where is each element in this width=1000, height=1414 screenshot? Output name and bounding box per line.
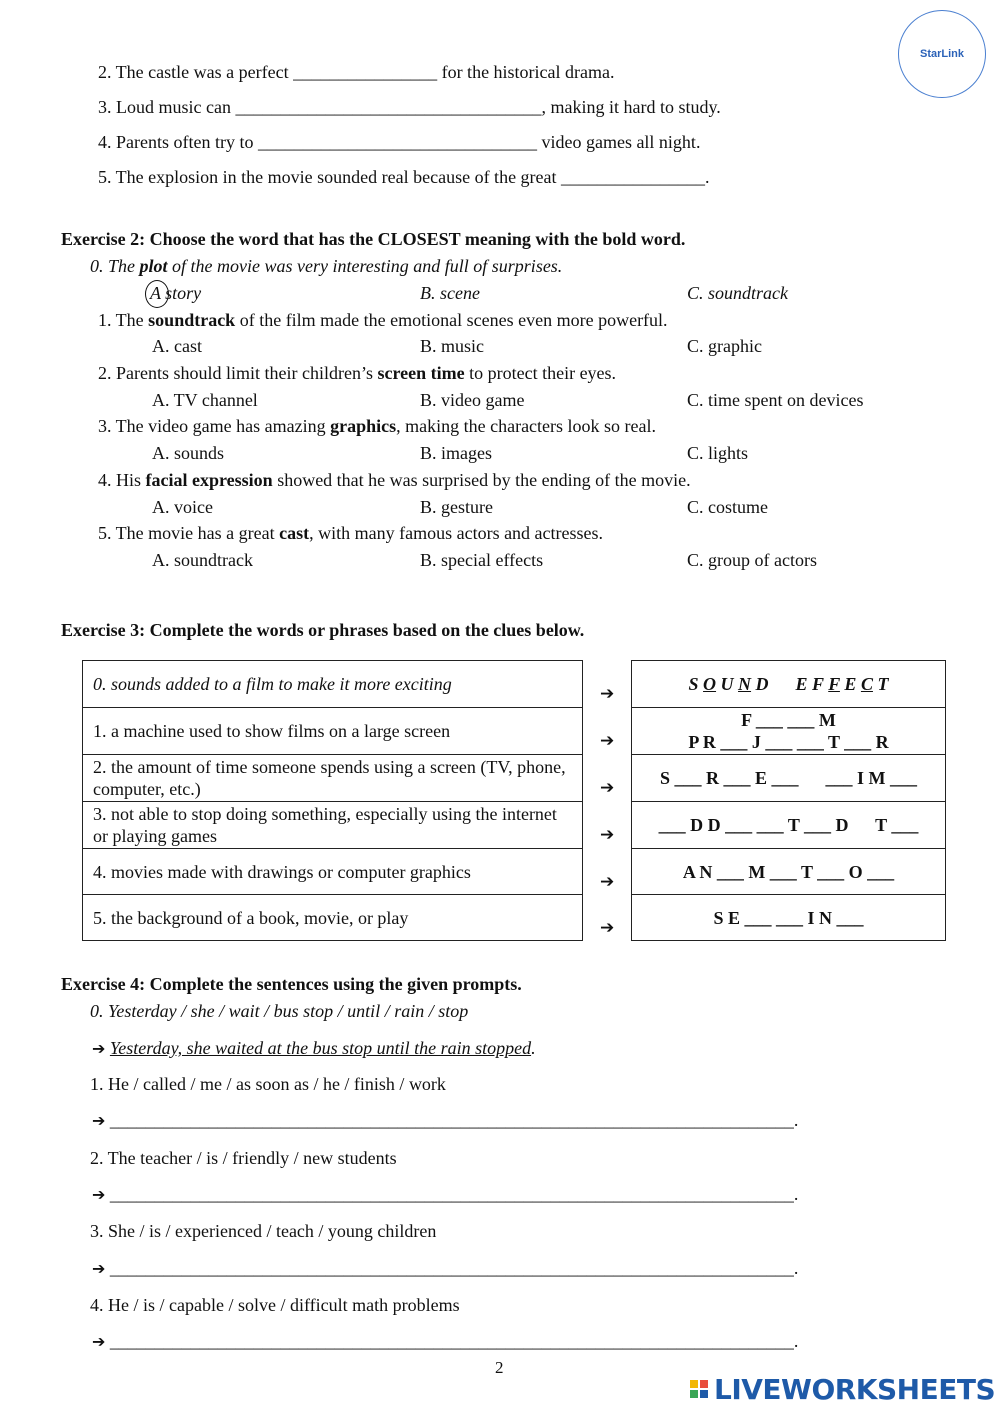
- ex2-example-option-c: C. soundtrack: [687, 283, 788, 303]
- arrow-icon: ➔: [600, 825, 615, 845]
- q4-option-a: A. voice: [152, 497, 213, 517]
- answer-3[interactable]: ___ D D ___ ___ T ___ D T ___: [632, 802, 946, 849]
- q-text: 1. The: [98, 310, 149, 330]
- answer-text: Yesterday, she waited at the bus stop until the rain stopped: [109, 1038, 532, 1058]
- ex4-answer-line-3[interactable]: [92, 1258, 798, 1279]
- ex4-example-prompt: 0. Yesterday / she / wait / bus stop / until / rain / stop: [90, 1001, 469, 1021]
- arrow-icon: ➔: [92, 1259, 106, 1278]
- liveworksheets-icon: [690, 1380, 708, 1398]
- liveworksheets-logo[interactable]: [690, 1372, 995, 1406]
- arrow-icon: ➔: [92, 1332, 106, 1351]
- letters: U: [716, 674, 739, 694]
- ex4-answer-line-4[interactable]: [92, 1331, 798, 1352]
- ex2-question-1: [98, 310, 668, 331]
- ex2-question-5: [98, 523, 603, 544]
- blank-line: ____________________________________________________________________________.: [109, 1258, 799, 1278]
- liveworksheets-text: LIVEWORKSHEETS: [714, 1372, 996, 1406]
- ex2-example-option-b: B. scene: [420, 283, 480, 303]
- q1-option-a: A. cast: [152, 336, 202, 356]
- arrow-icon: ➔: [600, 731, 615, 751]
- clue-2: 2. the amount of time someone spends using a screen (TV, phone, computer, etc.): [83, 755, 583, 802]
- q-bold-word: screen time: [377, 363, 465, 383]
- period: .: [531, 1038, 536, 1058]
- q1-option-b: B. music: [420, 336, 485, 356]
- q3-option-c: C. lights: [687, 443, 749, 463]
- letters: D E F: [751, 674, 829, 694]
- letters: S: [688, 674, 704, 694]
- blank-line: ____________________________________________________________________________.: [109, 1331, 799, 1351]
- q5-option-c: C. group of actors: [687, 550, 817, 570]
- q-bold-word: cast: [279, 523, 310, 543]
- q-text: of the movie was very interesting and full of surprises.: [167, 256, 563, 276]
- clue-3: 3. not able to stop doing something, especially using the internet or playing games: [83, 802, 583, 849]
- q3-option-b: B. images: [420, 443, 492, 463]
- blank-line: ____________________________________________________________________________.: [109, 1110, 799, 1130]
- q4-option-c: C. costume: [687, 497, 768, 517]
- answer-5[interactable]: S E ___ ___ I N ___: [632, 895, 946, 941]
- ex2-question-3: [98, 416, 656, 437]
- q2-option-a: A. TV channel: [152, 390, 258, 410]
- q-text: 5. The movie has a great: [98, 523, 280, 543]
- q-text: 3. The video game has amazing: [98, 416, 331, 436]
- answer-1-line-2: P R ___ J ___ ___ T ___ R: [688, 732, 889, 752]
- ex1-item-2: 2. The castle was a perfect ________________ for the historical drama.: [98, 62, 615, 82]
- ex2-title: Exercise 2: Choose the word that has the CLOSEST meaning with the bold word.: [61, 229, 686, 249]
- filled-letter: N: [738, 674, 752, 694]
- q2-option-b: B. video game: [420, 390, 525, 410]
- q-text: to protect their eyes.: [464, 363, 617, 383]
- logo-text: StarLink: [919, 48, 964, 60]
- answer-4[interactable]: A N ___ M ___ T ___ O ___: [632, 849, 946, 895]
- arrow-icon: ➔: [600, 778, 615, 798]
- letters: T: [872, 674, 889, 694]
- ex2-question-4: [98, 470, 691, 491]
- q-bold-word: graphics: [330, 416, 397, 436]
- q5-option-b: B. special effects: [420, 550, 544, 570]
- ex4-prompt-3: 3. She / is / experienced / teach / young children: [90, 1221, 437, 1241]
- option-text: story: [160, 283, 202, 303]
- answer-0: [632, 661, 946, 708]
- ex1-item-3: 3. Loud music can __________________________________, making it hard to study.: [98, 97, 721, 117]
- ex1-item-5: 5. The explosion in the movie sounded real because of the great ________________.: [98, 167, 710, 187]
- answer-1[interactable]: [632, 708, 946, 755]
- arrow-icon: ➔: [92, 1185, 106, 1204]
- starlink-logo: [898, 10, 986, 98]
- q-text: 0. The: [90, 256, 140, 276]
- q4-option-b: B. gesture: [420, 497, 493, 517]
- filled-letter: F: [828, 674, 840, 694]
- blank-line: ____________________________________________________________________________.: [109, 1184, 799, 1204]
- answer-2[interactable]: S ___ R ___ E ___ ___ I M ___: [632, 755, 946, 802]
- clue-5: 5. the background of a book, movie, or play: [83, 895, 583, 941]
- ex4-prompt-4: 4. He / is / capable / solve / difficult math problems: [90, 1295, 460, 1315]
- filled-letter: C: [860, 674, 873, 694]
- clue-0: 0. sounds added to a film to make it more exciting: [83, 661, 583, 708]
- option-letter: A: [150, 283, 161, 303]
- ex4-prompt-1: 1. He / called / me / as soon as / he / finish / work: [90, 1074, 446, 1094]
- arrow-icon: ➔: [600, 684, 615, 704]
- q-bold-word: plot: [139, 256, 168, 276]
- q3-option-a: A. sounds: [152, 443, 225, 463]
- ex2-example-question: [90, 256, 562, 277]
- q-bold-word: soundtrack: [148, 310, 236, 330]
- ex2-question-2: [98, 363, 616, 384]
- arrow-icon: ➔: [92, 1111, 106, 1130]
- q-bold-word: facial expression: [145, 470, 273, 490]
- clue-4: 4. movies made with drawings or computer graphics: [83, 849, 583, 895]
- q-text: 2. Parents should limit their children’s: [98, 363, 378, 383]
- page-number: 2: [495, 1358, 504, 1377]
- q-text: , making the characters look so real.: [396, 416, 657, 436]
- ex4-title: Exercise 4: Complete the sentences using the given prompts.: [61, 974, 522, 994]
- q-text: showed that he was surprised by the ending of the movie.: [272, 470, 691, 490]
- ex3-title: Exercise 3: Complete the words or phrases based on the clues below.: [61, 620, 585, 640]
- answers-table: [631, 660, 946, 941]
- arrow-icon: ➔: [92, 1039, 106, 1058]
- ex4-example-answer: [92, 1038, 536, 1059]
- q-text: , with many famous actors and actresses.: [309, 523, 604, 543]
- clues-table: [82, 660, 583, 941]
- ex4-answer-line-1[interactable]: [92, 1110, 798, 1131]
- ex1-item-4: 4. Parents often try to _______________________________ video games all night.: [98, 132, 701, 152]
- q-text: 4. His: [98, 470, 146, 490]
- clue-1: 1. a machine used to show films on a large screen: [83, 708, 583, 755]
- ex4-answer-line-2[interactable]: [92, 1184, 798, 1205]
- arrow-icon: ➔: [600, 872, 615, 892]
- letters: E: [839, 674, 861, 694]
- ex2-example-option-a: [150, 283, 201, 304]
- arrow-icon: ➔: [600, 918, 615, 938]
- answer-1-line-1: F ___ ___ M: [741, 710, 836, 730]
- q1-option-c: C. graphic: [687, 336, 762, 356]
- q2-option-c: C. time spent on devices: [687, 390, 864, 410]
- q5-option-a: A. soundtrack: [152, 550, 253, 570]
- filled-letter: O: [703, 674, 717, 694]
- q-text: of the film made the emotional scenes even more powerful.: [235, 310, 668, 330]
- ex4-prompt-2: 2. The teacher / is / friendly / new students: [90, 1148, 397, 1168]
